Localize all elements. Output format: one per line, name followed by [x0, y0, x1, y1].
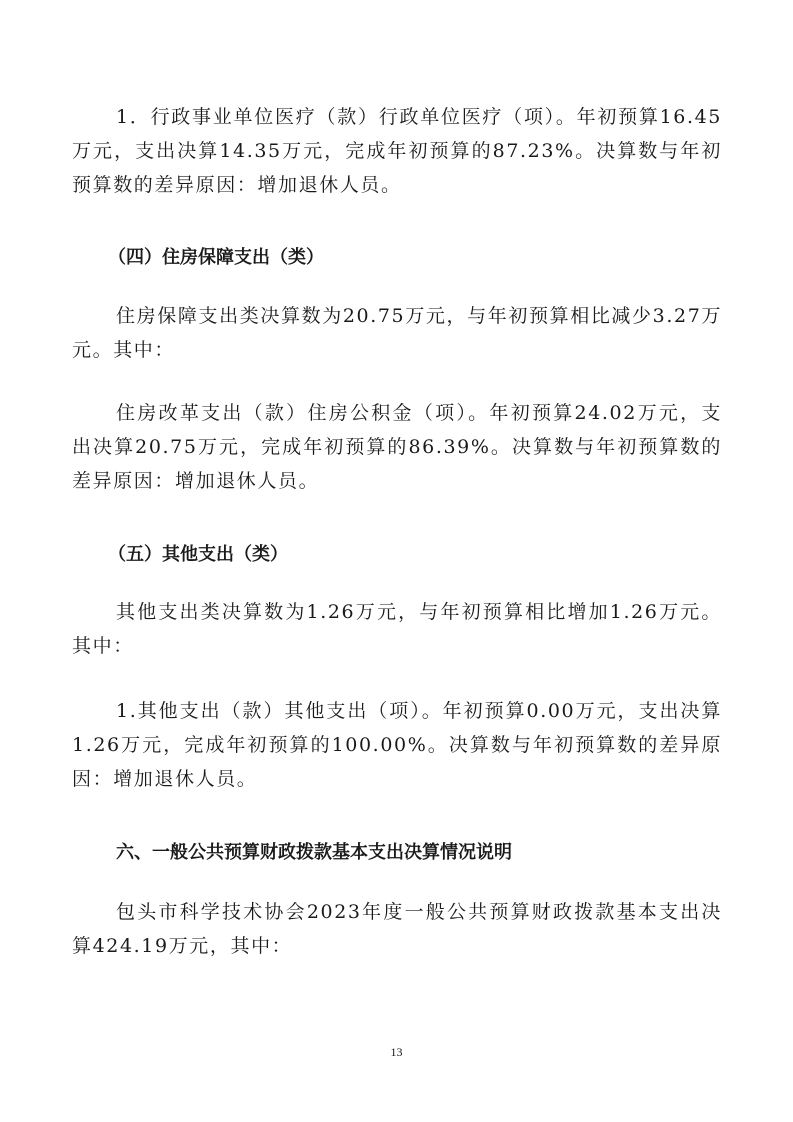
heading-other-expenses: （五）其他支出（类） — [108, 544, 288, 565]
paragraph-other-detail: 1.其他支出（款）其他支出（项）。年初预算0.00万元，支出决算1.26万元，完成年初预算的100.00%。决算数与年初预算数的差异原因：增加退休人员。 — [72, 700, 722, 790]
paragraph-housing-summary: 住房保障支出类决算数为20.75万元，与年初预算相比减少3.27万元。其中： — [72, 305, 722, 361]
paragraph-other-summary: 其他支出类决算数为1.26万元，与年初预算相比增加1.26万元。其中： — [72, 601, 722, 657]
heading-housing-support: （四）住房保障支出（类） — [108, 247, 324, 268]
paragraph-housing-fund: 住房改革支出（款）住房公积金（项）。年初预算24.02万元，支出决算20.75万元，完成年初预算的86.39%。决算数与年初预算数的差异原因：增加退休人员。 — [72, 402, 722, 492]
heading-section-six: 六、一般公共预算财政拨款基本支出决算情况说明 — [116, 842, 512, 863]
page-number: 13 — [390, 1045, 403, 1059]
paragraph-basic-expenditure: 包头市科学技术协会2023年度一般公共预算财政拨款基本支出决算424.19万元，其中： — [72, 901, 722, 957]
paragraph-medical-expense: 1．行政事业单位医疗（款）行政单位医疗（项）。年初预算16.45万元，支出决算14.35万元，完成年初预算的87.23%。决算数与年初预算数的差异原因：增加退休人员。 — [72, 106, 722, 196]
